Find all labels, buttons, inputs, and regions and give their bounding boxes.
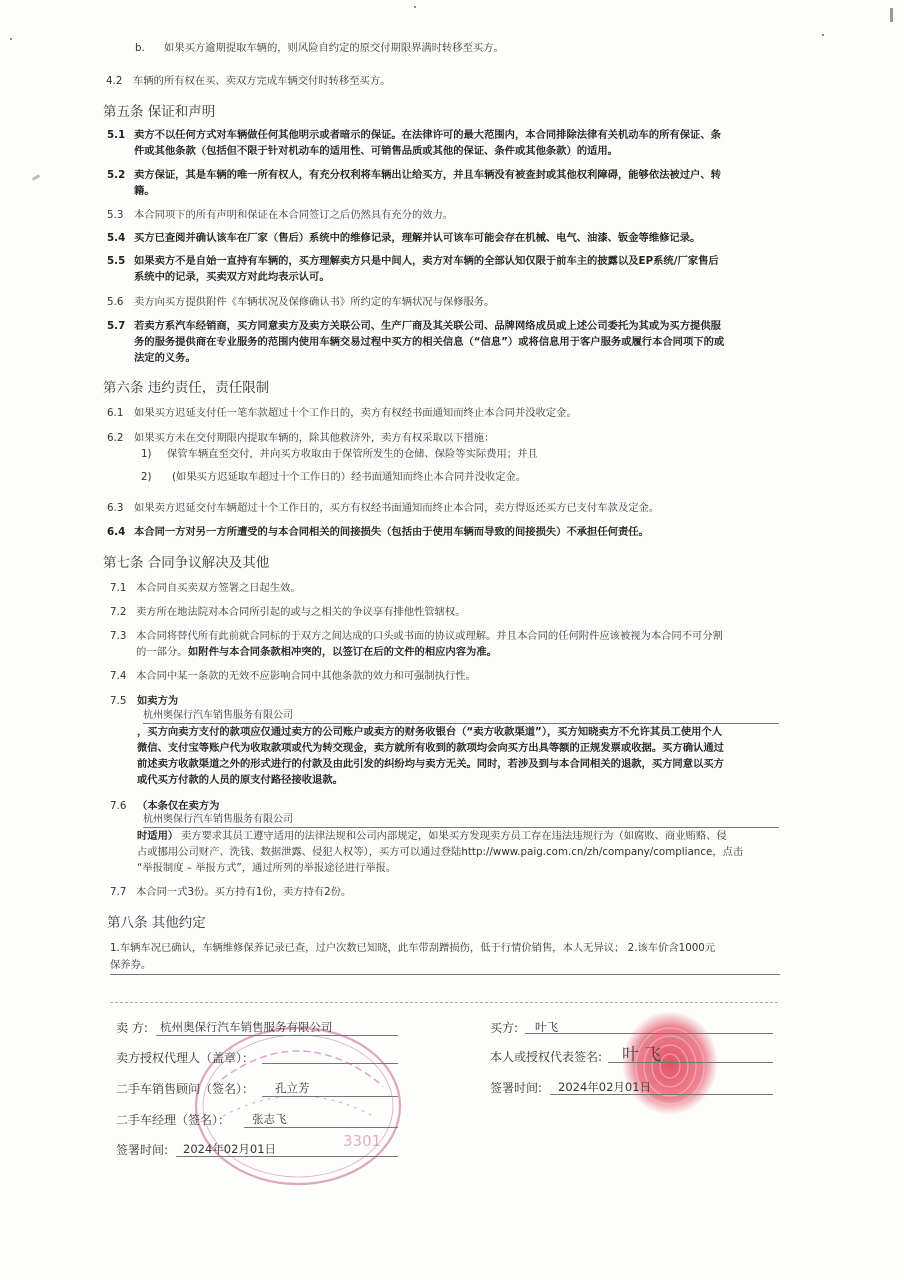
buyer-signature: 叶 飞 bbox=[622, 1045, 662, 1065]
clause-text: 前述卖方收款渠道之外的形式进行的付款及由此引发的纠纷均与卖方无关。同时，若涉及到与本合同相关的退款，买方同意以买方 bbox=[137, 758, 724, 770]
clause-text: 卖方不以任何方式对车辆做任何其他明示或者暗示的保证。在法律许可的最大范围内，本合同排除法律有关机动车的所有保证、条 bbox=[134, 129, 721, 141]
clause-number: 7.5 bbox=[110, 695, 127, 707]
section-title: 第八条 其他约定 bbox=[107, 915, 206, 931]
seller-date: 2024年02月01日 bbox=[183, 1142, 277, 1156]
buyer-date: 2024年02月01日 bbox=[558, 1080, 652, 1094]
clause-number: 6.2 bbox=[107, 432, 124, 444]
clause-text-bold: 时适用） bbox=[137, 830, 179, 842]
consultant-line bbox=[262, 1096, 398, 1097]
scan-edge-mark bbox=[890, 8, 893, 22]
clause-number: 2) bbox=[141, 471, 152, 483]
clause-text-bold: 如卖方为 bbox=[137, 695, 179, 707]
clause-text: 卖方要求其员工遵守适用的法律法规和公司内部规定，如果买方发现卖方员工存在违法违规行为（如腐败、商业贿赂、侵 bbox=[181, 830, 727, 842]
section-title: 第六条 违约责任，责任限制 bbox=[103, 380, 270, 396]
scan-speck bbox=[414, 6, 416, 8]
seal-code: 3301 bbox=[343, 1132, 382, 1150]
other-terms-line: 1.车辆车况已确认，车辆维修保养记录已查，过户次数已知晓，此车带刮蹭损伤，低于行情价销售，本人无异议； 2.该车价含1000元 bbox=[110, 942, 716, 954]
clause-number: 7.1 bbox=[110, 582, 127, 594]
clause-number: 7.2 bbox=[110, 606, 127, 618]
manager-signature: 张志飞 bbox=[252, 1112, 287, 1126]
scan-speck bbox=[32, 174, 40, 181]
seller-agent-line bbox=[262, 1063, 398, 1064]
buyer-label: 买方: bbox=[490, 1021, 519, 1035]
clause-number: 6.3 bbox=[107, 502, 124, 514]
clause-text: 占或挪用公司财产、洗钱、数据泄露、侵犯人权等），买方可以通过登陆http://www.paig.com.cn/zh/company/compliance，点击 bbox=[137, 846, 744, 858]
clause-text: 保管车辆直至交付，并向买方收取由于保管所发生的仓储、保险等实际费用；并且 bbox=[167, 448, 538, 460]
company-seal bbox=[183, 1016, 413, 1196]
seller-agent-label: 卖方授权代理人（盖章）： bbox=[116, 1051, 255, 1065]
clause-text: 如果卖方迟延交付车辆超过十个工作日的，买方有权经书面通知而终止本合同，卖方得返还买方已支付车款及定金。 bbox=[134, 502, 660, 514]
clause-number: 7.6 bbox=[110, 800, 127, 812]
seller-date-label: 签署时间: bbox=[116, 1143, 169, 1157]
clause-number: 7.4 bbox=[110, 670, 127, 682]
clause-text: 如果卖方不是自始一直持有车辆的，买方理解卖方只是中间人，卖方对车辆的全部认知仅限于前车主的披露以及EP系统/厂家售后 bbox=[134, 255, 719, 267]
company-name-field bbox=[143, 812, 779, 828]
buyer-date-label: 签署时间: bbox=[490, 1081, 543, 1095]
consultant-signature: 孔立芳 bbox=[275, 1081, 310, 1095]
clause-text: 本合同将替代所有此前就合同标的于双方之间达成的口头或书面的协议或理解。并且本合同的任何附件应该被视为本合同不可分割 bbox=[136, 630, 723, 642]
clause-text: 若卖方系汽车经销商，买方同意卖方及卖方关联公司、生产厂商及其关联公司、品牌网络成员或上述公司委托为其或为买方提供服 bbox=[134, 320, 721, 332]
clause-text: 本合同项下的所有声明和保证在本合同签订之后仍然具有充分的效力。 bbox=[134, 209, 454, 221]
seller-date-line bbox=[176, 1156, 398, 1157]
clause-text: 务的服务提供商在专业服务的范围内使用车辆交易过程中买方的相关信息（“信息”）或将信息用于客户服务或履行本合同项下的或 bbox=[134, 336, 725, 348]
clause-text: “举报制度 – 举报方式”，通过所列的举报途径进行举报。 bbox=[137, 862, 397, 874]
seller-name: 杭州奥保行汽车销售服务有限公司 bbox=[160, 1020, 333, 1034]
clause-text: 买方已查阅并确认该车在厂家（售后）系统中的维修记录，理解并认可该车可能会存在机械、电气、油漆、钣金等维修记录。 bbox=[134, 232, 701, 244]
other-terms-line: 保养券。 bbox=[110, 957, 780, 975]
clause-text: 卖方向买方提供附件《车辆状况及保修确认书》所约定的车辆状况与保修服务。 bbox=[134, 296, 495, 308]
clause-text: 如果买方迟延支付任一笔车款超过十个工作日的，卖方有权经书面通知而终止本合同并没收定金。 bbox=[134, 407, 577, 419]
seller-label: 卖 方: bbox=[116, 1021, 148, 1035]
buyer-rep-label: 本人或授权代表签名: bbox=[490, 1050, 603, 1064]
clause-number: b. bbox=[135, 42, 145, 54]
clause-number: 7.7 bbox=[110, 886, 127, 898]
clause-number: 5.1 bbox=[107, 129, 126, 141]
consultant-label: 二手车销售顾问（签名）： bbox=[116, 1082, 255, 1096]
clause-text-bold: 如附件与本合同条款相冲突的，以签订在后的文件的相应内容为准。 bbox=[188, 646, 497, 658]
clause-text: 本合同自买卖双方签署之日起生效。 bbox=[136, 582, 301, 594]
scan-speck bbox=[822, 34, 824, 36]
clause-text-bold: （本条仅在卖方为 bbox=[137, 800, 220, 812]
seller-line bbox=[156, 1035, 398, 1036]
company-name: 杭州奥保行汽车销售服务有限公司 bbox=[143, 710, 293, 721]
clause-text: 籍。 bbox=[134, 185, 155, 197]
buyer-date-line bbox=[550, 1094, 773, 1095]
company-name: 杭州奥保行汽车销售服务有限公司 bbox=[143, 814, 293, 825]
clause-text: 如果买方未在交付期限内提取车辆的，除其他救济外，卖方有权采取以下措施： bbox=[134, 432, 495, 444]
manager-line bbox=[244, 1127, 398, 1128]
clause-text: ，买方向卖方支付的款项应仅通过卖方的公司账户或卖方的财务收银台（“卖方收款渠道”），买方知晓卖方不允许其员工使用个人 bbox=[137, 726, 723, 738]
clause-number: 7.3 bbox=[110, 630, 127, 642]
clause-number: 4.2 bbox=[106, 75, 123, 87]
clause-text: 法定的义务。 bbox=[134, 352, 196, 364]
clause-text: 件或其他条款（包括但不限于针对机动车的适用性、可销售品质或其他的保证、条件或其他条款）的适用。 bbox=[134, 145, 618, 157]
company-name-field bbox=[143, 708, 779, 724]
clause-text: 车辆的所有权在买、卖双方完成车辆交付时转移至买方。 bbox=[133, 75, 391, 87]
clause-text: 如果买方逾期提取车辆的，则风险自约定的原交付期限界满时转移至买方。 bbox=[164, 42, 504, 54]
other-terms bbox=[110, 940, 780, 975]
buyer-line bbox=[525, 1033, 773, 1034]
clause-text: 本合同一式3份。买方持有1份，卖方持有2份。 bbox=[136, 886, 352, 898]
clause-text: 或代买方付款的人员的原支付路径接收退款。 bbox=[137, 774, 343, 786]
clause-text: 系统中的记录，买卖双方对此均表示认可。 bbox=[134, 271, 330, 283]
scan-speck bbox=[10, 38, 12, 40]
divider bbox=[110, 1002, 778, 1003]
clause-number: 1) bbox=[141, 448, 152, 460]
section-title: 第七条 合同争议解决及其他 bbox=[103, 555, 270, 571]
section-title: 第五条 保证和声明 bbox=[103, 104, 216, 120]
buyer-name: 叶飞 bbox=[535, 1020, 558, 1034]
manager-label: 二手车经理（签名）： bbox=[116, 1113, 231, 1127]
clause-text: 本合同一方对另一方所遭受的与本合同相关的间接损失（包括由于使用车辆而导致的间接损失）不承担任何责任。 bbox=[134, 526, 649, 538]
clause-number: 5.4 bbox=[107, 232, 126, 244]
clause-text: 微信、支付宝等账户代为收取款项或代为转交现金，卖方就所有收到的款项均会向买方出具等额的正规发票或收据。买方确认通过 bbox=[137, 742, 724, 754]
clause-text: 的一部分。 bbox=[136, 646, 188, 658]
clause-number: 5.5 bbox=[107, 255, 126, 267]
clause-number: 6.4 bbox=[107, 526, 126, 538]
buyer-rep-line bbox=[608, 1062, 773, 1063]
clause-number: 6.1 bbox=[107, 407, 124, 419]
clause-text: 卖方保证，其是车辆的唯一所有权人，有充分权利将车辆出让给买方，并且车辆没有被查封或其他权利障碍，能够依法被过户、转 bbox=[134, 169, 721, 181]
clause-text: 本合同中某一条款的无效不应影响合同中其他条款的效力和可强制执行性。 bbox=[136, 670, 476, 682]
clause-number: 5.7 bbox=[107, 320, 126, 332]
clause-number: 5.6 bbox=[107, 296, 124, 308]
clause-text: (如果买方迟延取车超过十个工作日的）经书面通知而终止本合同并没收定金。 bbox=[172, 471, 527, 483]
clause-number: 5.2 bbox=[107, 169, 126, 181]
clause-number: 5.3 bbox=[107, 209, 124, 221]
clause-text: 卖方所在地法院对本合同所引起的或与之相关的争议享有排他性管辖权。 bbox=[136, 606, 466, 618]
